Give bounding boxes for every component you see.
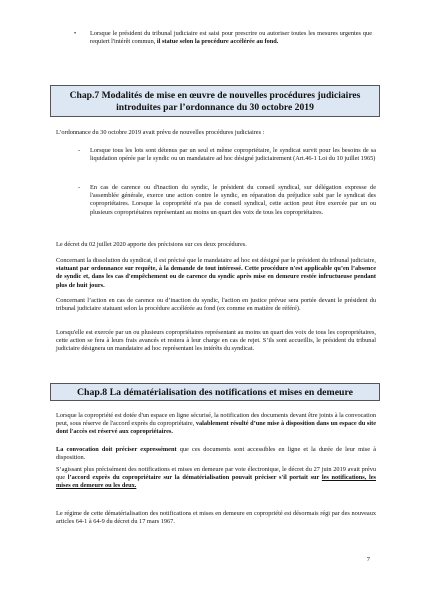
bullet-marker: •: [74, 31, 77, 37]
chapter-8-title: Chap.8 La dématérialisation des notifications et mises en demeure: [76, 387, 354, 398]
chapter-7-title-line-2: introduites par l’ordonnance du 30 octobre 2019: [116, 102, 314, 113]
exercee-paragraph: Lorsqu'elle est exercée par un ou plusieurs copropriétaires représentant au moins un quart des voix de tous les copropriétaires, cette action se fera à leurs frais avancés et restera à leur charge en cas de rejet. S’ils sont accueillis, le président du tribunal judiciaire désignera un mandataire ad hoc représentant les intérêts du syndicat.: [56, 329, 376, 353]
dissolution-paragraph: Concernant la dissolution du syndicat, il est précisé que le mandataire ad hoc est désigné par le président du tribunal judiciaire, statuant par ordonnance sur requête, à la demande de tout intéressé. Cette procédure n'est applicable qu’en l’absence de syndic et, dans les cas d'empêchement ou de carence du syndic après mise en demeure restée infructueuse pendant plus de huit jours.: [56, 257, 376, 289]
page-number: 7: [366, 556, 370, 563]
chapter-8-paragraph-1: Lorsque la copropriété est dotée d'un espace en ligne sécurisé, la notification des documents devant être joints à la convocation peut, sous réserve de l'accord exprès du copropriétaire, valablement résulté d’une mise à disposition dans un espace du site dont l'accès est réservé aux copropriétaires.: [56, 412, 376, 436]
dash-marker: -: [78, 184, 81, 191]
chapter-7-item-1: Lorsque tous les lots sont détenus par un seul et même copropriétaire, le syndicat survit pour les besoins de sa liquidation opérée par le syndic ou un mandataire ad hoc désigné judiciairement (Art.46-1 Loi du 10 juillet 1965): [90, 147, 376, 163]
chapter-8-paragraph-2: La convocation doit préciser expressément que ces documents sont accessibles en ligne et la durée de leur mise à disposition.: [56, 446, 376, 462]
decree-paragraph: Le décret du 02 juillet 2020 apporte des précisions sur ces deux procédures.: [56, 241, 247, 248]
chapter-7-heading: [50, 85, 380, 117]
chapter-7-item-2: En cas de carence ou d'inaction du syndic, le président du conseil syndical, sur délégation expresse de l'assemblée générale, exerce une action contre le syndic, en réparation du préjudice subi par le syndicat des copropriétaires. Lorsque la copropriété n'a pas de conseil syndical, cette action peut être exercée par un ou plusieurs copropriétaires représentant au moins un quart des voix de tous les copropriétaires.: [90, 184, 376, 216]
dash-marker: -: [78, 147, 81, 154]
carence-paragraph: Concernant l’action en cas de carence ou d’inaction du syndic, l'action en justice prévue sera portée devant le président du tribunal judiciaire statuant selon la procédure accélérée au fond (ex comme en matière de référé).: [56, 297, 376, 313]
chapter-8-paragraph-4: Le régime de cette dématérialisation des notifications et mises en demeure en copropriété est désormais régi par des nouveaux articles 64-1 à 64-9 du décret du 17 mars 1967.: [56, 510, 376, 526]
chapter-8-paragraph-3: S’agissant plus précisément des notifications et mises en demeure par voie électronique, le décret du 27 juin 2019 avait prévu que l’accord exprès du copropriétaire sur la dématérialisation pouvait préciser s'il portait sur les notifications, les mises en demeure ou les deux.: [56, 466, 376, 490]
intro-bullet-text: Lorsque le président du tribunal judiciaire est saisi pour prescrire ou autoriser toutes les mesures urgentes que requiert l'intérêt commun, il statue selon la procédure accélérée au fond.: [90, 30, 372, 46]
chapter-8-heading: [50, 383, 380, 401]
chapter-7-intro: L’ordonnance du 30 octobre 2019 avait prévu de nouvelles procédures judiciaires :: [56, 129, 265, 136]
chapter-7-title-line-1: Chap.7 Modalités de mise en œuvre de nouvelles procédures judiciaires: [69, 90, 361, 101]
